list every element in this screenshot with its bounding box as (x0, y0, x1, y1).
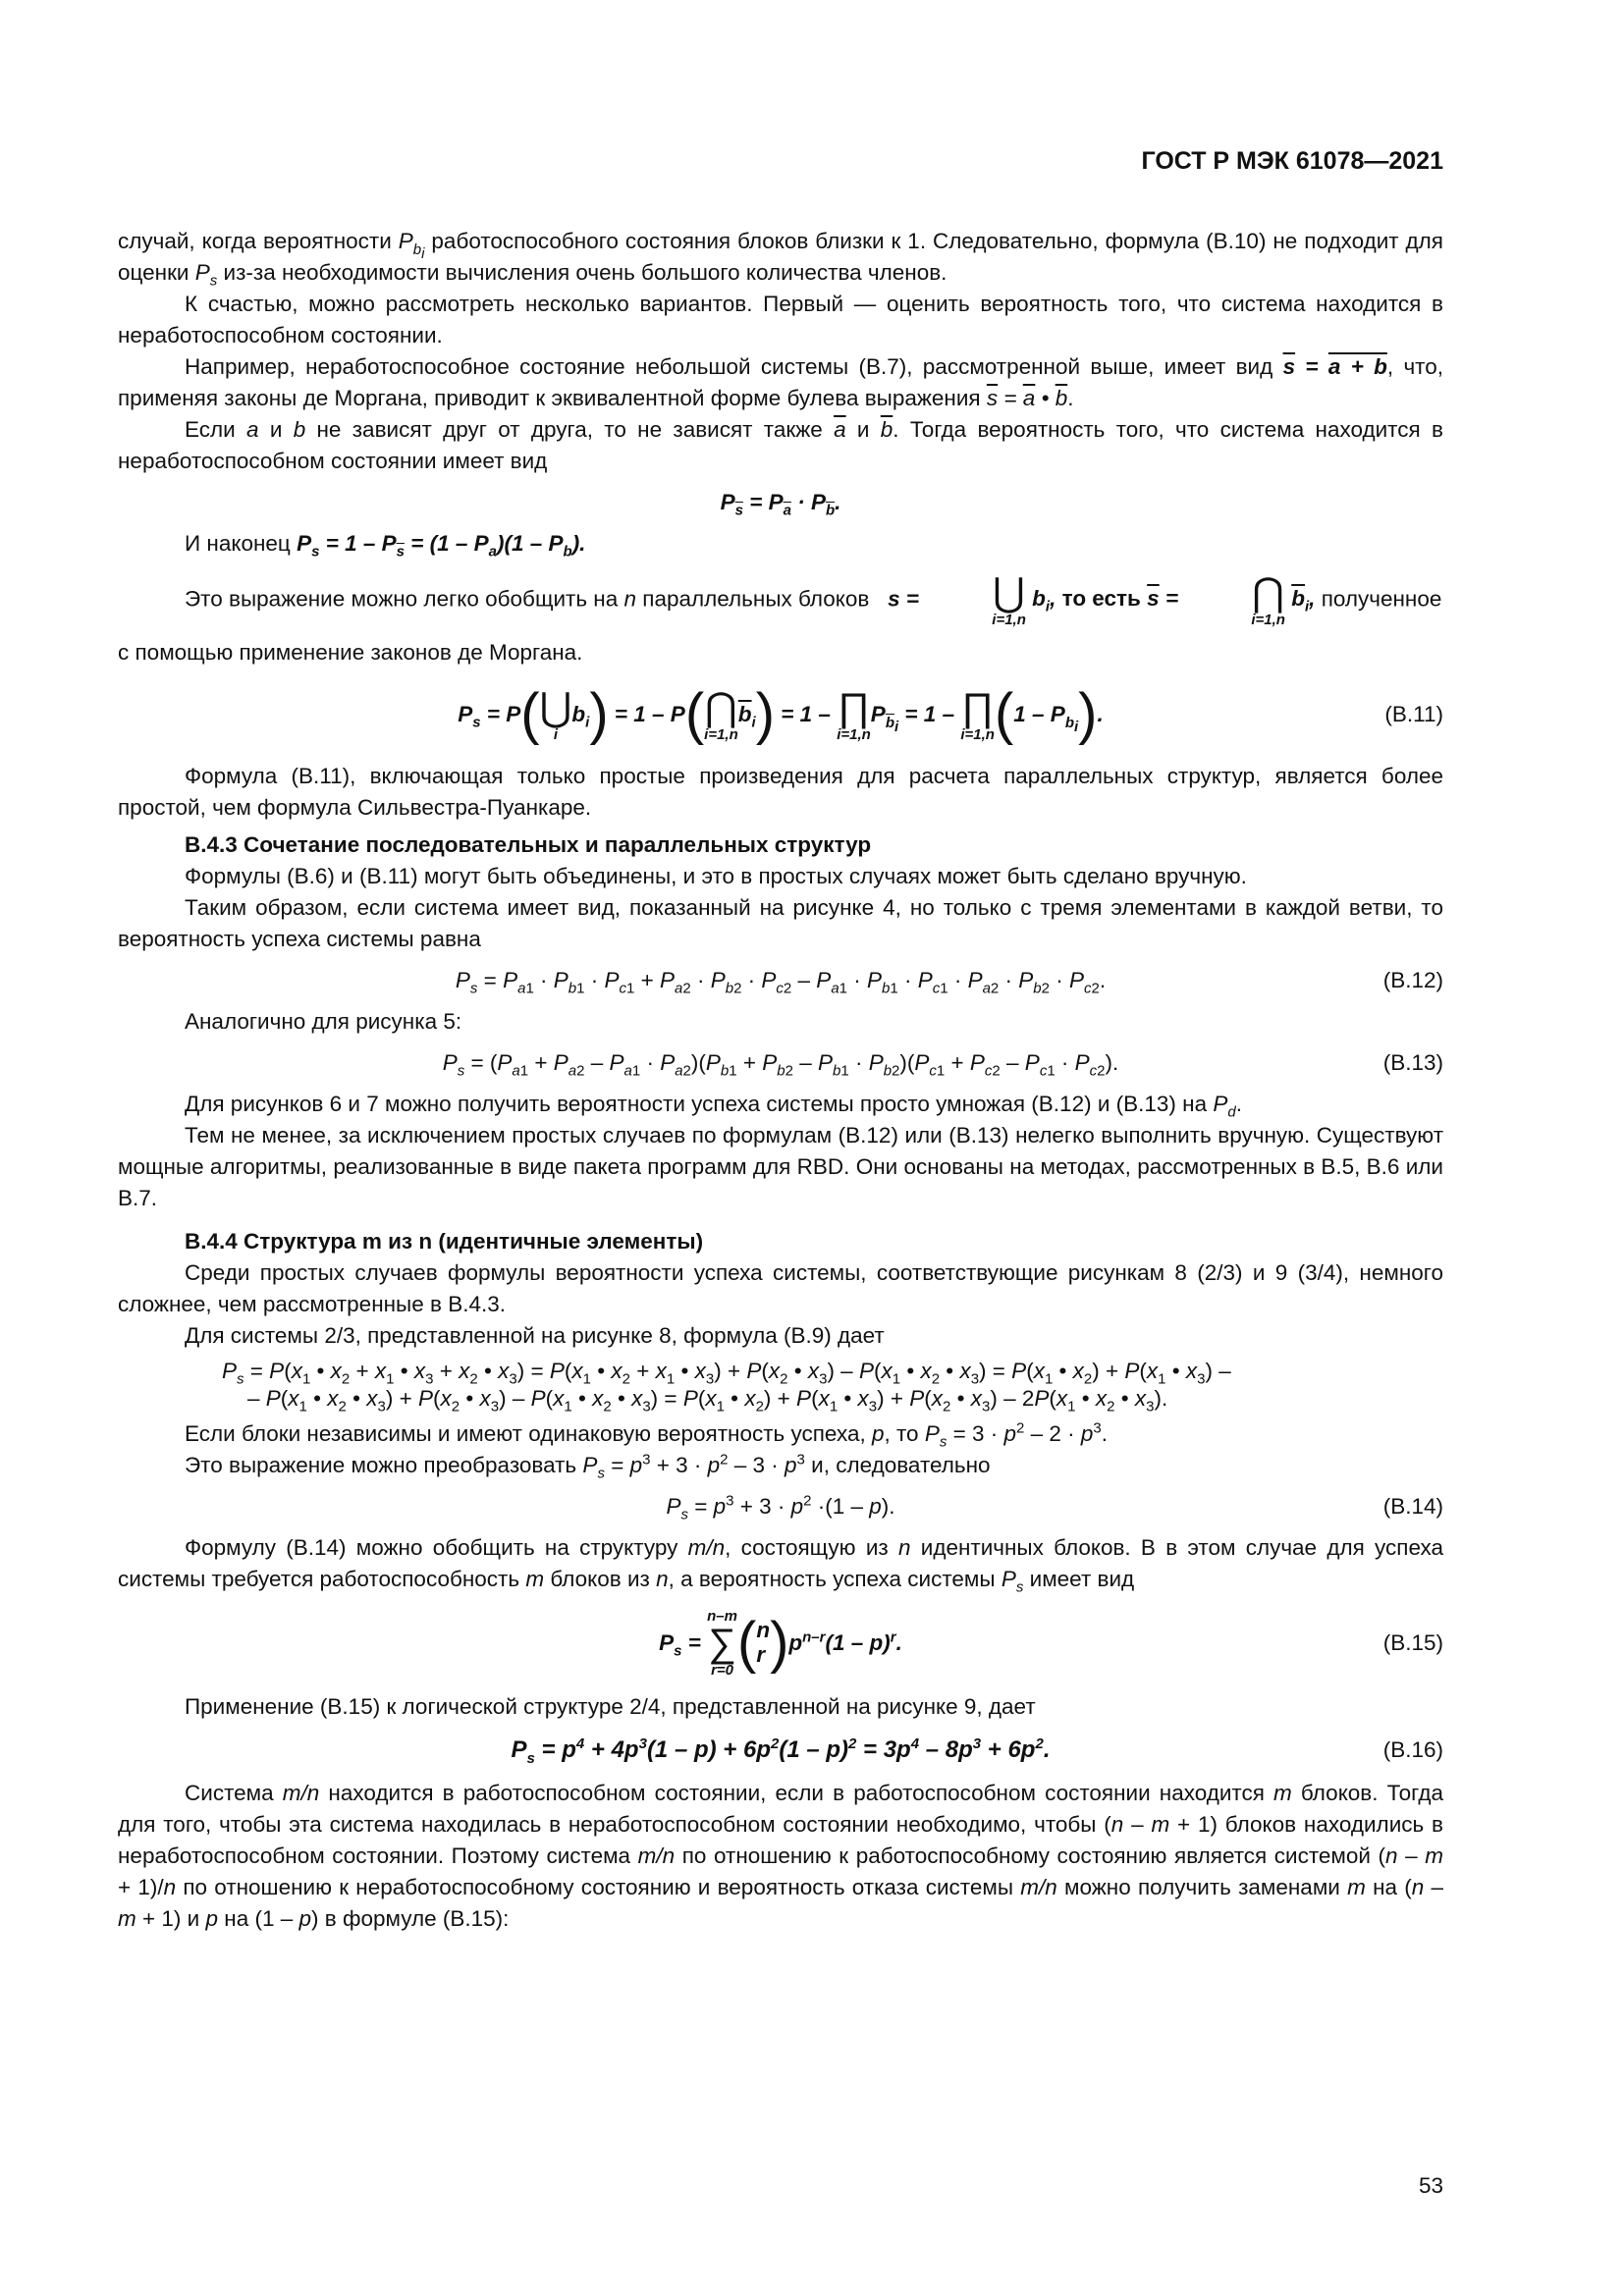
page-number: 53 (1418, 2173, 1443, 2198)
equation-b12: $P_s = P_{a1} \cdot P_{b1} \cdot P_{c1} + P_{a2} \cdot P_{b2} \cdot P_{c2} - P_{a1} \cdot P_{b1} \cdot P_{c1} \cdot P_{a2} \cdot P_{b2} \cdot P_{c2}$. (B.12) (118, 955, 1443, 1006)
equation-block: $P_s = P(x_1$ • $x_2 + x_1$ • $x_3 + x_2$ • $x_3) = P(x_1$ • $x_2 + x_1$ • $x_3) + P(x_2$ • $x_3) - P(x_1$ • $x_2$ • $x_3) = P(x_1$ • $x_2) + P(x_1$ • $x_3$) – – $P(x_1$ • $x_2$ • $x_3) + P(x_2$ • $x_3) - P(x_1$ • $x_2$ • $x_3) = P(x_1$ • $x_2) + P(x_1$ • $x_3) + P(x_2$ • $x_3) - 2P(x_1$ • $x_2$ • $x_3$). (222, 1359, 1231, 1415)
equation-number: (B.14) (1382, 1494, 1443, 1519)
section-heading: B.4.4 Структура m из n (идентичные элементы) (185, 1229, 704, 1254)
equation-b14: $P_s = p^3 + 3 \cdot p^2 \cdot(1 - p)$. (B.14) (666, 1492, 1443, 1523)
equation-number: (B.15) (1382, 1630, 1443, 1655)
equation-b15: $P_s$ = n–m ∑ r=0 ( n r ) $p^{n-r}(1 - p)^r$. (B.15) (659, 1608, 1443, 1679)
paragraph: Если блоки независимы и имеют одинаковую вероятность успеха, p, то $P_s = 3 \cdot p^2 - 2 \cdot p^3$. (185, 1419, 1109, 1451)
equation-number: (B.16) (1382, 1737, 1443, 1762)
paragraph: Для рисунков 6 и 7 можно получить вероятности успеха системы просто умножая (B.12) и (B.13) на $P_d$. (185, 1092, 1242, 1121)
paragraph: И наконец $P_s = 1 - P_{\overline{s}} = (1 - P_a)(1 - P_b)$. (185, 531, 586, 561)
paragraph: Тем не менее, за исключением простых случаев по формулам (B.12) или (B.13) нелегко выполнить вручную. Существуют мощные алгоритмы, реализованные в виде пакета программ для RBD. Они основаны на методах, рассмотренных в B.5, B.6 или B.7. (118, 1123, 1443, 1210)
paragraph: Это выражение можно преобразовать $P_s = p^3 + 3 \cdot p^2 - 3 \cdot p^3$ и, следовательно (185, 1451, 991, 1482)
document-header: ГОСТ Р МЭК 61078—2021 (1141, 147, 1443, 175)
equation-b11: $P_s = P$ ( ⋃ i $b_i$ ) = 1 – P ( ⋂ i=1,n $\overline{b}_i$ ) = 1 – ∏ i=1,n $P_{\overline{b}_i} = 1$ – ∏ i=1,n ( $1 - P_{b_i}$ ) . (B.11) (458, 682, 1443, 746)
paragraph: Среди простых случаев формулы вероятности успеха системы, соответствующие рисункам 8 (2/3) и 9 (3/4), немного сложнее, чем рассмотренные в B.4.3. (118, 1260, 1443, 1316)
equation-b13: $P_s = (P_{a1} + P_{a2} - P_{a1} \cdot P_{a2})(P_{b1} + P_{b2} - P_{b1} \cdot P_{b2})(P_{c1} + P_{c2} - P_{c1} \cdot P_{c2})$. (B.13) (118, 1038, 1443, 1089)
paragraph: Применение (B.15) к логической структуре 2/4, представленной на рисунке 9, дает (185, 1694, 1036, 1719)
paragraph: Система m/n находится в работоспособном состоянии, если в работоспособном состоянии находится m блоков. Тогда для того, чтобы эта система находилась в неработоспособном состоянии необходимо, чтобы (n – m + 1) блоков находились в неработоспособном состоянии. Поэтому система m/n по отношению к работоспособному состоянию является системой (n – m + 1)/n по отношению к неработоспособному состоянию и вероятность отказа системы m/n можно получить заменами m на (n – m + 1) и p на (1 – p) в формуле (B.15): (118, 1781, 1443, 1931)
section-heading: B.4.3 Сочетание последовательных и параллельных структур (185, 832, 872, 857)
paragraph: случай, когда вероятности $P_{b_i}$ работоспособного состояния блоков близки к 1. Следовательно, формула (B.10) не подходит для оценки $P_s$ из-за необходимости вычисления очень большого количества членов. (118, 229, 1443, 290)
paragraph: Это выражение можно легко обобщить на n параллельных блоков s = ⋃ i=1,n $b_i$, то есть $\overline{s}$ = ⋂ i=1,n $\overline{b}_i$, полученное (185, 571, 1442, 628)
equation-number: (B.11) (1384, 702, 1443, 726)
equation-b16: $P_s = p^4 + 4p^3(1 - p) + 6p^2(1 - p)^2 = 3p^4 - 8p^3 + 6p^2$. (B.16) (511, 1735, 1443, 1767)
paragraph: Аналогично для рисунка 5: (185, 1009, 462, 1034)
paragraph: Формулу (B.14) можно обобщить на структуру m/n, состоящую из n идентичных блоков. В в этом случае для успеха системы требуется работоспособность m блоков из n, а вероятность успеха системы $P_s$ имеет вид (118, 1535, 1443, 1596)
paragraph: Формула (B.11), включающая только простые произведения для расчета параллельных структур, является более простой, чем формула Сильвестра-Пуанкаре. (118, 764, 1443, 820)
paragraph: Формулы (B.6) и (B.11) могут быть объединены, и это в простых случаях может быть сделано вручную. (185, 864, 1247, 888)
equation-number: (B.12) (1382, 968, 1443, 992)
document-body (118, 226, 1443, 1935)
equation: $P_{\overline{s}} = P_{\overline{a}} \cdot P_{\overline{b}}$. (720, 490, 841, 519)
equation-number: (B.13) (1382, 1050, 1443, 1075)
paragraph: с помощью применение законов де Моргана. (118, 640, 583, 665)
paragraph: Например, неработоспособное состояние небольшой системы (B.7), рассмотренной выше, имеет вид $\overline{s} = a + b$, что, применяя законы де Моргана, приводит к эквивалентной форме булева выражения $\overline{s} = \overline{a}$ • $\overline{b}$. (118, 354, 1443, 410)
paragraph: Для системы 2/3, представленной на рисунке 8, формула (B.9) дает (185, 1323, 885, 1348)
paragraph: Таким образом, если система имеет вид, показанный на рисунке 4, но только с тремя элементами в каждой ветви, то вероятность успеха системы равна (118, 895, 1443, 951)
paragraph: К счастью, можно рассмотреть несколько вариантов. Первый — оценить вероятность того, что система находится в неработоспособном состоянии. (118, 292, 1443, 347)
paragraph: Если a и b не зависят друг от друга, то не зависят также $\overline{a}$ и $\overline{b}$. Тогда вероятность того, что система находится в неработоспособном состоянии имеет вид (118, 417, 1443, 473)
